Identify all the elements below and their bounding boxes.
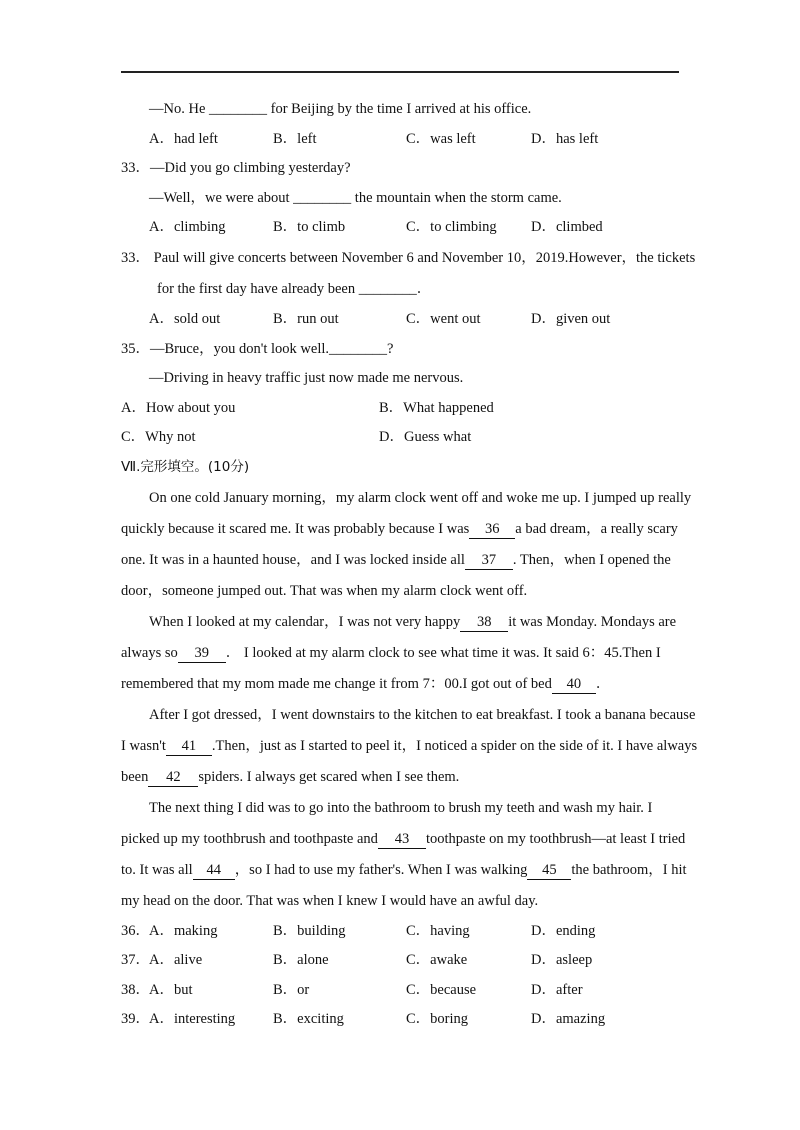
answer-option-c: C．because (406, 981, 477, 998)
passage-p1-line-1: On one cold January morning，my alarm clock went off and woke me up. I jumped up really (149, 489, 692, 506)
q33a-options (121, 213, 681, 243)
passage-p2-line-3 (121, 669, 681, 700)
passage-p3-line-2 (121, 731, 698, 762)
blank-40: 40 (552, 675, 596, 694)
answer-row-38 (121, 976, 681, 1006)
passage-p4-line-2 (121, 824, 686, 855)
answer-row-37 (121, 946, 681, 976)
text-segment: one. It was in a haunted house，and I was locked inside all (121, 551, 465, 568)
blank-41: 41 (166, 737, 212, 756)
text-segment: it was Monday. Mondays are (508, 613, 677, 630)
answer-option-c: C．having (406, 922, 470, 939)
passage-p4-line-1: The next thing I did was to go into the bathroom to brush my teeth and wash my hair. I (149, 799, 653, 816)
text-segment: quickly because it scared me. It was probably because I was (121, 520, 470, 537)
exam-content (121, 95, 698, 1035)
blank-44: 44 (193, 861, 235, 880)
text-segment: .Then，just as I started to peel it，I noticed a spider on the side of it. I have always (211, 737, 698, 754)
answer-number: 36． (121, 922, 150, 939)
blank-37: 37 (465, 551, 513, 570)
q33a-stem-2: —Well，we were about ________ the mountain when the storm came. (149, 189, 562, 206)
answer-option-d: D．ending (531, 922, 596, 939)
answer-number: 37． (121, 952, 150, 969)
answer-option-a: A．alive (149, 952, 203, 969)
q33b-option-c: C．went out (406, 310, 481, 327)
text-segment: a bad dream，a really scary (515, 520, 678, 537)
q33b-stem-1: 33． Paul will give concerts between November 6 and November 10，2019.However，the tickets (121, 249, 696, 266)
answer-option-c: C．awake (406, 952, 468, 969)
answer-row-36 (121, 917, 681, 947)
q32-option-c: C．was left (406, 130, 476, 147)
answer-option-d: D．amazing (531, 1011, 606, 1028)
q35-option-c: C．Why not (121, 429, 196, 446)
q33a-option-d: D．climbed (531, 219, 603, 236)
text-segment: ． I looked at my alarm clock to see what time it was. It said 6：45.Then I (225, 644, 661, 661)
answer-option-a: A．interesting (149, 1011, 236, 1028)
passage-p4-line-3 (121, 855, 687, 886)
text-segment: When I looked at my calendar，I was not very happy (149, 613, 461, 630)
answer-option-b: B．or (273, 981, 310, 998)
header-rule (121, 71, 679, 73)
blank-43: 43 (378, 830, 426, 849)
text-segment: the bathroom，I hit (571, 861, 687, 878)
text-segment: spiders. I always get scared when I see them. (198, 768, 460, 785)
q35-stem-2: —Driving in heavy traffic just now made me nervous. (149, 370, 464, 387)
q32-stem: —No. He ________ for Beijing by the time I arrived at his office. (149, 101, 532, 117)
blank-36: 36 (469, 520, 515, 539)
passage-p2-line-2 (121, 638, 681, 669)
text-segment: to. It was all (121, 861, 193, 878)
q33a-option-c: C．to climbing (406, 219, 497, 236)
text-segment: toothpaste on my toothbrush—at least I tried (425, 830, 686, 847)
passage-p2-line-1 (121, 607, 681, 638)
q33a-option-b: B．to climb (273, 219, 346, 236)
q32-options (121, 125, 681, 155)
answer-option-a: A．making (149, 922, 218, 939)
q33b-option-d: D．given out (531, 310, 611, 327)
q33a-stem-1: 33．—Did you go climbing yesterday? (121, 160, 351, 177)
text-segment: . Then，when I opened the (512, 551, 671, 568)
answer-option-a: A．but (149, 981, 193, 998)
q35-stem-1: 35．—Bruce，you don't look well.________? (121, 340, 394, 357)
answer-option-c: C．boring (406, 1011, 469, 1028)
q35-options-row-1 (121, 394, 681, 424)
answer-option-d: D．asleep (531, 952, 593, 969)
text-segment: always so (121, 644, 178, 661)
text-segment: remembered that my mom made me change it from 7：00.I got out of bed (121, 675, 552, 692)
q35-option-d: D．Guess what (379, 429, 472, 446)
text-segment: I wasn't (121, 737, 166, 754)
blank-38: 38 (460, 613, 508, 632)
answer-option-b: B．exciting (273, 1011, 344, 1028)
answer-number: 38． (121, 981, 150, 998)
passage-p1-line-3 (121, 545, 681, 576)
passage-p1-line-2 (121, 514, 681, 545)
q32-option-d: D．has left (531, 130, 599, 147)
q33b-options (121, 305, 681, 335)
answer-option-d: D．after (531, 981, 583, 998)
text-segment: ． (595, 675, 611, 692)
passage-p4-line-4: my head on the door. That was when I knew I would have an awful day. (121, 892, 539, 909)
q35-option-b: B．What happened (379, 399, 494, 416)
text-segment: ，so I had to use my father's. When I was walking (234, 861, 528, 878)
q33b-stem-2: for the first day have already been ________． (157, 280, 432, 297)
answer-option-b: B．building (273, 922, 346, 939)
answer-option-b: B．alone (273, 952, 329, 969)
q33b-option-b: B．run out (273, 310, 339, 327)
q35-options-row-2 (121, 423, 681, 453)
blank-42: 42 (148, 768, 198, 787)
passage-p1-line-4: door，someone jumped out. That was when my alarm clock went off. (121, 582, 528, 599)
q32-option-b: B．left (273, 130, 317, 147)
blank-45: 45 (527, 861, 571, 880)
answer-row-39 (121, 1005, 681, 1035)
q33b-option-a: A．sold out (149, 310, 221, 327)
answer-number: 39． (121, 1011, 150, 1028)
text-segment: been (121, 768, 149, 785)
passage-p3-line-3 (121, 762, 681, 793)
text-segment: picked up my toothbrush and toothpaste and (121, 830, 378, 847)
q32-option-a: A．had left (149, 130, 218, 147)
q33a-option-a: A．climbing (149, 219, 226, 236)
q35-option-a: A．How about you (121, 399, 236, 416)
passage-p3-line-1: After I got dressed，I went downstairs to the kitchen to eat breakfast. I took a banana because (149, 706, 696, 723)
section-title: Ⅶ.完形填空。(10分) (121, 458, 250, 475)
blank-39: 39 (178, 644, 226, 663)
